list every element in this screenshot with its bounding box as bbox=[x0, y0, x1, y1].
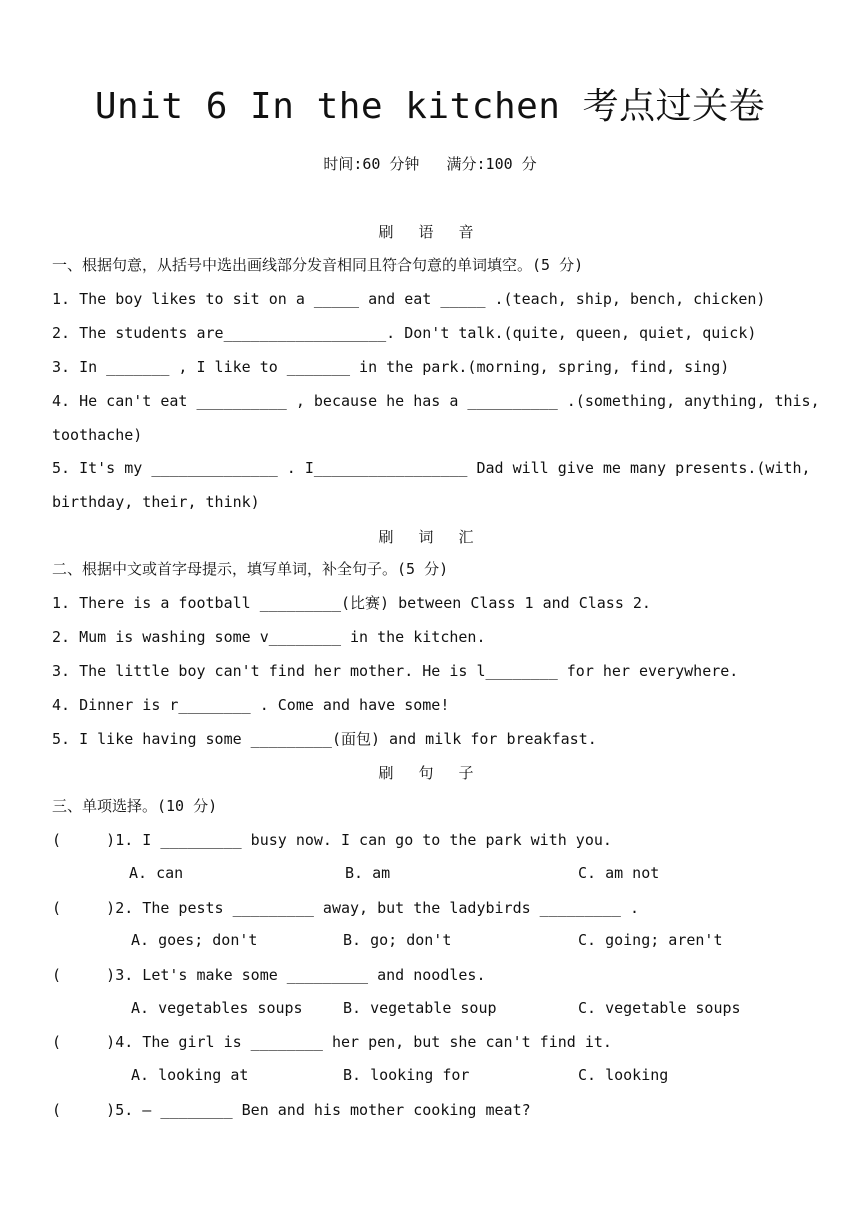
page-subtitle: 时间:60 分钟 满分:100 分 bbox=[323, 155, 537, 173]
phonics-question-4: 4. He can't eat __________ , because he has a __________ .(something, anything, this, bbox=[52, 392, 820, 410]
mc-option-b: B. am bbox=[345, 864, 391, 882]
section-heading-vocab: 刷 词 汇 bbox=[378, 528, 482, 546]
mc-option-c: C. going; aren't bbox=[578, 931, 723, 949]
mc-question-5: ( )5. — ________ Ben and his mother cooking meat? bbox=[52, 1101, 531, 1119]
mc-option-a: A. goes; don't bbox=[131, 931, 258, 949]
mc-option-b: B. vegetable soup bbox=[343, 999, 497, 1017]
vocab-question-3: 3. The little boy can't find her mother. He is l________ for her everywhere. bbox=[52, 662, 739, 680]
vocab-question-5: 5. I like having some _________(面包) and milk for breakfast. bbox=[52, 730, 597, 748]
phonics-question-5: 5. It's my ______________ . I_________________ Dad will give me many presents.(with, bbox=[52, 459, 811, 477]
mc-option-c: C. looking bbox=[578, 1066, 669, 1084]
mc-option-b: B. go; don't bbox=[343, 931, 452, 949]
vocab-question-4: 4. Dinner is r________ . Come and have some! bbox=[52, 696, 450, 714]
page-title: Unit 6 In the kitchen 考点过关卷 bbox=[94, 86, 766, 127]
mc-option-a: A. can bbox=[129, 864, 184, 882]
phonics-question-1: 1. The boy likes to sit on a _____ and eat _____ .(teach, ship, bench, chicken) bbox=[52, 290, 766, 308]
section-instruction-phonics: 一、根据句意，从括号中选出画线部分发音相同且符合句意的单词填空。(5 分) bbox=[52, 256, 584, 274]
mc-option-b: B. looking for bbox=[343, 1066, 470, 1084]
section-heading-sentences: 刷 句 子 bbox=[378, 764, 482, 782]
mc-question-2: ( )2. The pests _________ away, but the ladybirds _________ . bbox=[52, 899, 639, 917]
vocab-question-1: 1. There is a football _________(比赛) between Class 1 and Class 2. bbox=[52, 594, 651, 612]
section-instruction-sentences: 三、单项选择。(10 分) bbox=[52, 797, 218, 815]
phonics-question-5-cont: birthday, their, think) bbox=[52, 493, 260, 511]
section-instruction-vocab: 二、根据中文或首字母提示，填写单词，补全句子。(5 分) bbox=[52, 560, 449, 578]
mc-option-c: C. am not bbox=[578, 864, 660, 882]
mc-question-4: ( )4. The girl is ________ her pen, but she can't find it. bbox=[52, 1033, 612, 1051]
mc-option-c: C. vegetable soups bbox=[578, 999, 741, 1017]
mc-option-a: A. vegetables soups bbox=[131, 999, 303, 1017]
vocab-question-2: 2. Mum is washing some v________ in the kitchen. bbox=[52, 628, 486, 646]
mc-question-3: ( )3. Let's make some _________ and noodles. bbox=[52, 966, 486, 984]
phonics-question-3: 3. In _______ , I like to _______ in the park.(morning, spring, find, sing) bbox=[52, 358, 730, 376]
section-heading-phonics: 刷 语 音 bbox=[378, 223, 482, 241]
mc-question-1: ( )1. I _________ busy now. I can go to the park with you. bbox=[52, 831, 612, 849]
mc-option-a: A. looking at bbox=[131, 1066, 249, 1084]
phonics-question-4-cont: toothache) bbox=[52, 426, 143, 444]
phonics-question-2: 2. The students are__________________. Don't talk.(quite, queen, quiet, quick) bbox=[52, 324, 757, 342]
